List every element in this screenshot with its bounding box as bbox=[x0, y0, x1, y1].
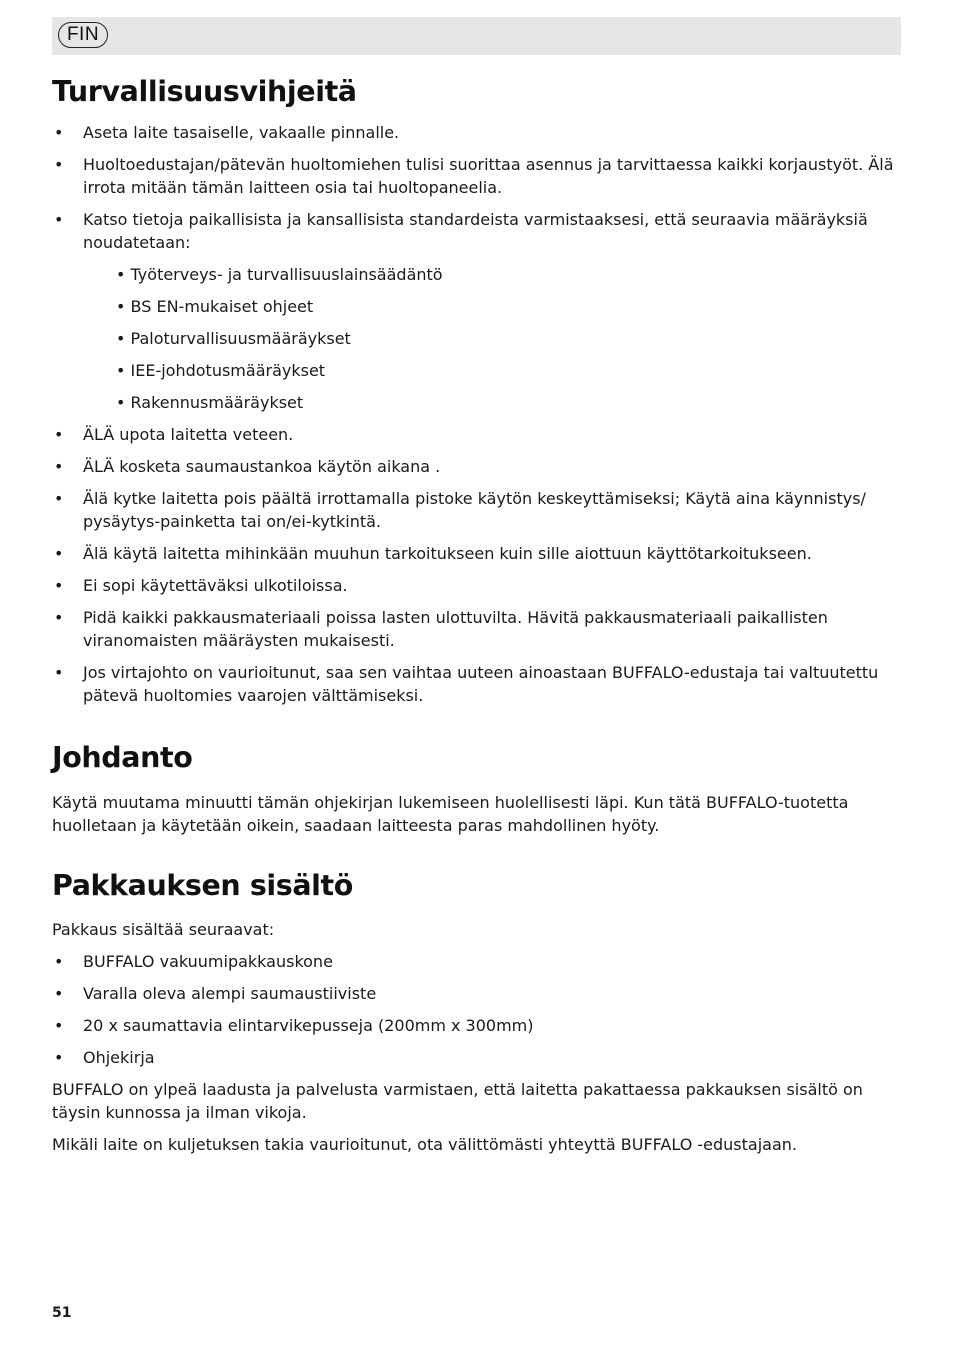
language-badge: FIN bbox=[58, 22, 108, 48]
page-content bbox=[52, 68, 902, 1156]
list-item: • Jos virtajohto on vaurioitunut, saa sen vaihtaa uuteen ainoastaan BUFFALO-edustaja tai valtuutettu pätevä huoltomies vaarojen välttämiseksi. bbox=[52, 661, 902, 707]
list-item: • ÄLÄ upota laitetta veteen. bbox=[52, 423, 902, 446]
language-header-bar bbox=[52, 17, 901, 55]
section-title-safety: Turvallisuusvihjeitä bbox=[52, 75, 357, 108]
damage-paragraph: Mikäli laite on kuljetuksen takia vaurioitunut, ota välittömästi yhteyttä BUFFALO -edustajaan. bbox=[52, 1135, 797, 1154]
list-item: • ÄLÄ kosketa saumaustankoa käytön aikana . bbox=[52, 455, 902, 478]
list-item: • Älä käytä laitetta mihinkään muuhun tarkoitukseen kuin sille aiottuun käyttötarkoitukseen. bbox=[52, 542, 902, 565]
sub-list-item: • IEE-johdotusmääräykset bbox=[116, 361, 326, 380]
quality-paragraph: BUFFALO on ylpeä laadusta ja palvelusta varmistaen, että laitetta pakattaessa pakkauksen sisältö on täysin kunnossa ja ilman vikoja. bbox=[52, 1080, 863, 1122]
list-item: • Katso tietoja paikallisista ja kansallisista standardeista varmistaaksesi, että seuraavia määräyksiä noudatetaan: bbox=[52, 208, 902, 254]
list-item: • 20 x saumattavia elintarvikepusseja (200mm x 300mm) bbox=[52, 1014, 902, 1037]
sub-list-item: • Rakennusmääräykset bbox=[116, 393, 304, 412]
contents-lead: Pakkaus sisältää seuraavat: bbox=[52, 920, 275, 939]
list-item: • Varalla oleva alempi saumaustiiviste bbox=[52, 982, 902, 1005]
sub-list-item: • Paloturvallisuusmääräykset bbox=[116, 329, 351, 348]
safety-list-continued bbox=[52, 423, 902, 707]
section-title-contents: Pakkauksen sisältö bbox=[52, 869, 353, 902]
sub-list-item: • BS EN-mukaiset ohjeet bbox=[116, 297, 314, 316]
list-item: • Ei sopi käytettäväksi ulkotiloissa. bbox=[52, 574, 902, 597]
intro-paragraph: Käytä muutama minuutti tämän ohjekirjan lukemiseen huolellisesti läpi. Kun tätä BUFFALO-tuotetta huolletaan ja käytetään oikein, saadaan laitteesta paras mahdollinen hyöty. bbox=[52, 793, 849, 835]
section-title-intro: Johdanto bbox=[52, 741, 193, 774]
contents-list bbox=[52, 950, 902, 1069]
safety-list bbox=[52, 121, 902, 254]
list-item: • Älä kytke laitetta pois päältä irrottamalla pistoke käytön keskeyttämiseksi; Käytä aina käynnistys/ pysäytys-painketta tai on/ei-kytkintä. bbox=[52, 487, 902, 533]
list-item: • BUFFALO vakuumipakkauskone bbox=[52, 950, 902, 973]
list-item: • Aseta laite tasaiselle, vakaalle pinnalle. bbox=[52, 121, 902, 144]
list-item: • Ohjekirja bbox=[52, 1046, 902, 1069]
regulations-sublist bbox=[52, 263, 902, 414]
list-item: • Pidä kaikki pakkausmateriaali poissa lasten ulottuvilta. Hävitä pakkausmateriaali paikallisten viranomaisten määräysten mukaisesti. bbox=[52, 606, 902, 652]
sub-list-item: • Työterveys- ja turvallisuuslainsäädäntö bbox=[116, 265, 443, 284]
page-number: 51 bbox=[52, 1305, 72, 1321]
list-item: • Huoltoedustajan/pätevän huoltomiehen tulisi suorittaa asennus ja tarvittaessa kaikki korjaustyöt. Älä irrota mitään tämän laitteen osia tai huoltopaneelia. bbox=[52, 153, 902, 199]
